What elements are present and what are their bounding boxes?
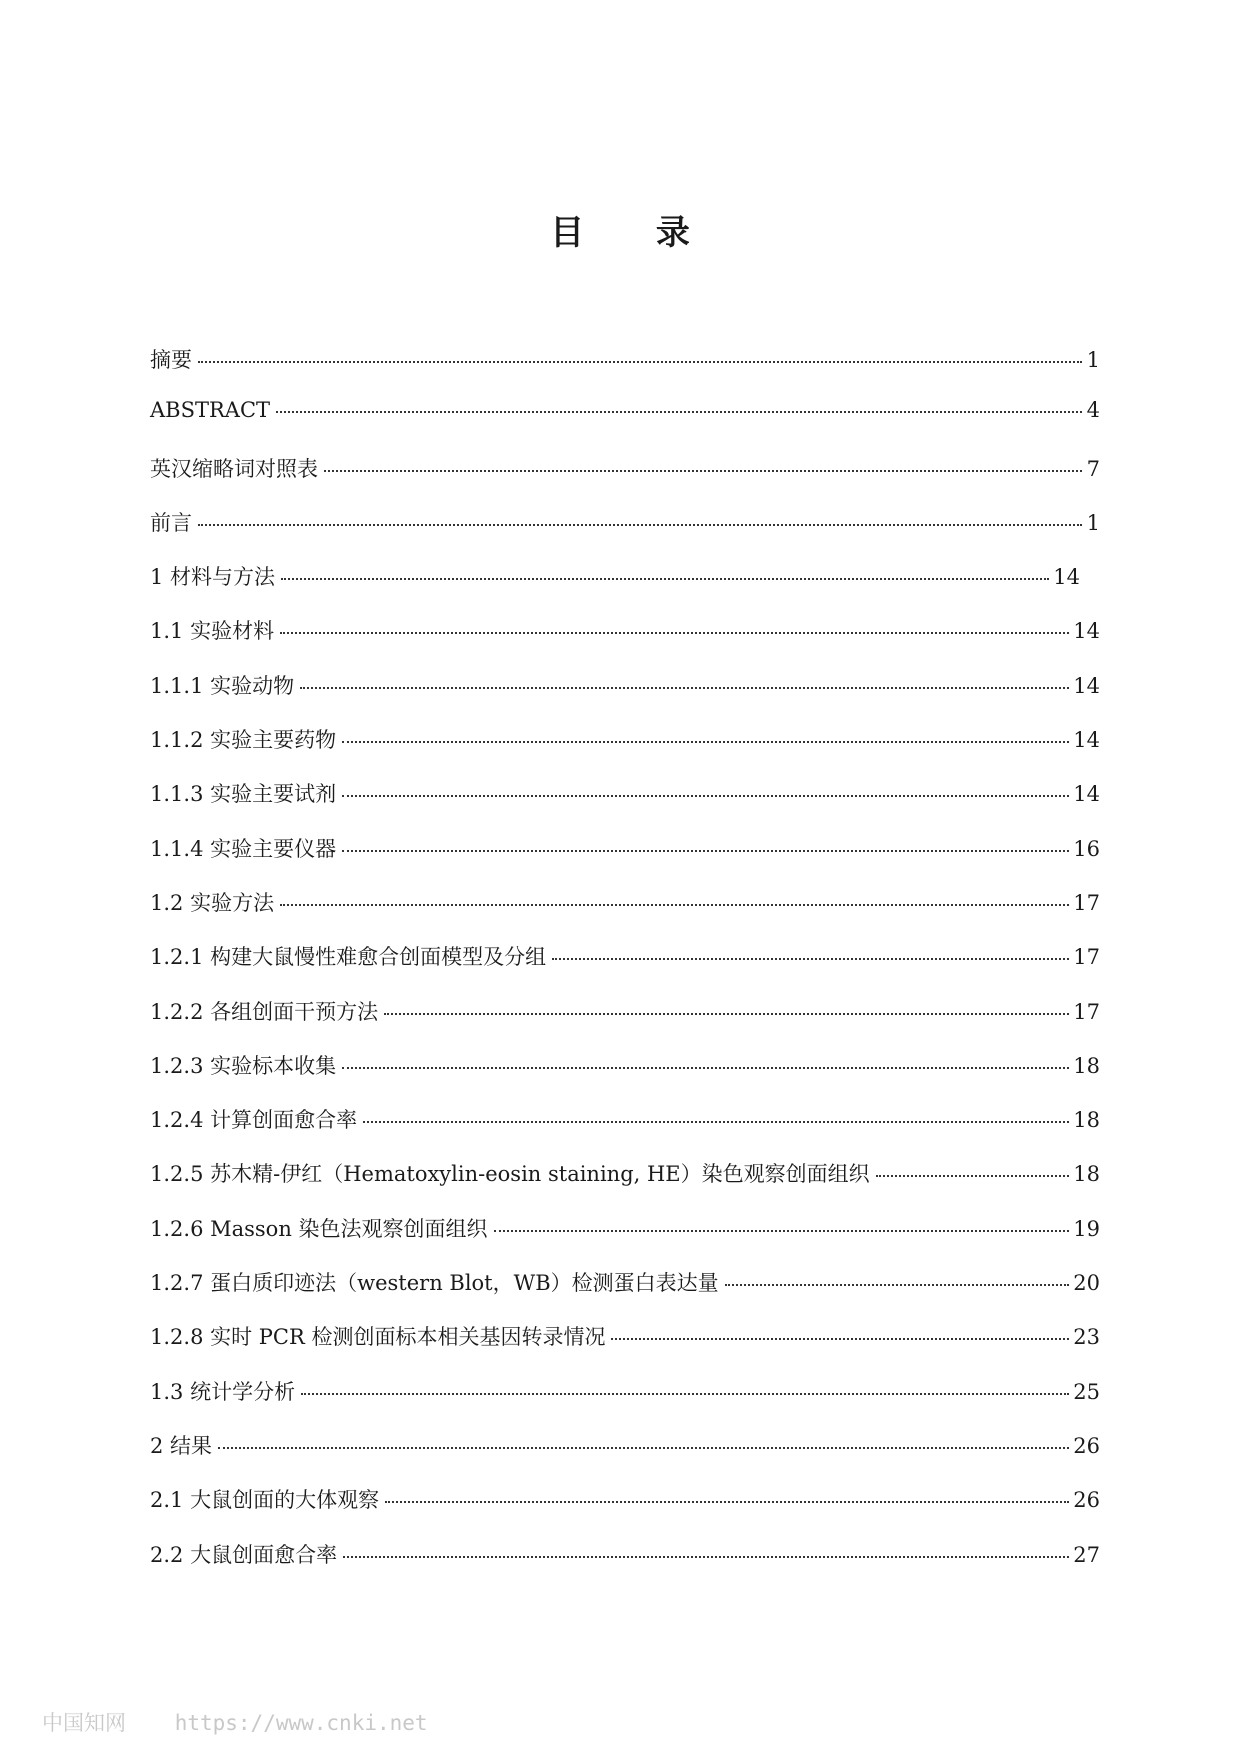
page-title: 目 录 — [550, 213, 720, 253]
toc-entry-title: 1.2.1 构建大鼠慢性难愈合创面模型及分组 — [150, 945, 547, 970]
toc-page-number: 19 — [1073, 1216, 1100, 1241]
toc-entry-title: 1.2.4 计算创面愈合率 — [150, 1108, 358, 1133]
toc-page-number: 23 — [1073, 1325, 1100, 1350]
toc-entry-section-1-1-3[interactable] — [150, 778, 1100, 832]
watermark-url[interactable]: https://www.cnki.net — [174, 1711, 428, 1735]
toc-page-number: 17 — [1073, 890, 1100, 915]
toc-page-number: 16 — [1073, 836, 1100, 861]
toc-leader-dots — [300, 687, 1069, 689]
toc-leader-dots — [324, 470, 1082, 472]
toc-entry-title: 2 结果 — [150, 1433, 213, 1458]
toc-entry-title: 1.1 实验材料 — [150, 619, 275, 644]
toc-page-number: 27 — [1073, 1542, 1100, 1567]
toc-entry-title: 1.2.3 实验标本收集 — [150, 1053, 337, 1078]
toc-leader-dots — [342, 1067, 1069, 1069]
toc-page-number: 26 — [1073, 1488, 1100, 1513]
toc-entry-title: 英汉缩略词对照表 — [150, 456, 318, 481]
toc-entry-title: 2.2 大鼠创面愈合率 — [150, 1542, 338, 1567]
toc-page-number: 1 — [1086, 348, 1100, 372]
toc-page-number: 14 — [1073, 782, 1100, 807]
toc-leader-dots — [876, 1175, 1070, 1177]
toc-leader-dots — [384, 1013, 1069, 1015]
toc-entry-title: 1.2.8 实时 PCR 检测创面标本相关基因转录情况 — [150, 1325, 606, 1350]
toc-entry-section-1-1-4[interactable] — [150, 833, 1100, 887]
toc-leader-dots — [552, 958, 1069, 960]
toc-entry-title: 1.2.7 蛋白质印迹法（western Blot，WB）检测蛋白表达量 — [150, 1271, 719, 1296]
toc-entry-section-2-2[interactable] — [150, 1539, 1100, 1593]
toc-page-number: 17 — [1073, 999, 1100, 1024]
toc-entry-title: 1.3 统计学分析 — [150, 1379, 296, 1404]
toc-leader-dots — [611, 1338, 1069, 1340]
toc-entry-section-1-2-5[interactable] — [150, 1158, 1100, 1212]
toc-page-number: 26 — [1073, 1433, 1100, 1458]
toc-entry-section-1-3[interactable] — [150, 1376, 1100, 1430]
toc-entry-section-1-1-2[interactable] — [150, 724, 1100, 778]
watermark-brand: 中国知网 — [42, 1711, 126, 1735]
toc-entry-title: 1.1.3 实验主要试剂 — [150, 782, 337, 807]
toc-page-number: 18 — [1073, 1162, 1100, 1187]
toc-entry-title: 摘要 — [150, 348, 192, 372]
toc-page-number: 18 — [1073, 1053, 1100, 1078]
toc-entry-title: 2.1 大鼠创面的大体观察 — [150, 1488, 380, 1513]
toc-leader-dots — [281, 578, 1049, 580]
toc-entry-section-1-2-1[interactable] — [150, 941, 1100, 995]
toc-entry-title: ABSTRACT — [150, 398, 271, 423]
toc-leader-dots — [301, 1393, 1069, 1395]
toc-leader-dots — [342, 741, 1069, 743]
toc-page-number: 1 — [1086, 510, 1100, 535]
toc-entry-section-1-2-6[interactable] — [150, 1213, 1100, 1267]
toc-entry-section-1-1-1[interactable] — [150, 670, 1100, 724]
toc-leader-dots — [363, 1121, 1069, 1123]
toc-entry-title: 前言 — [150, 510, 192, 535]
toc-page-number: 4 — [1086, 398, 1100, 423]
toc-entry-section-1-2-8[interactable] — [150, 1321, 1100, 1375]
toc-entry-abstract-en[interactable] — [150, 398, 1100, 452]
toc-page-number: 14 — [1073, 673, 1100, 698]
toc-leader-dots — [342, 850, 1069, 852]
toc-entry-section-1-1[interactable] — [150, 615, 1100, 669]
toc-page-number: 14 — [1053, 565, 1080, 590]
toc-entry-section-1-2-4[interactable] — [150, 1104, 1100, 1158]
toc-entry-abstract-cn[interactable] — [150, 344, 1100, 398]
table-of-contents — [150, 344, 1100, 1593]
toc-page-number: 20 — [1073, 1271, 1100, 1296]
toc-entry-preface[interactable] — [150, 507, 1100, 561]
cnki-watermark — [42, 1707, 428, 1737]
toc-entry-abbreviations[interactable] — [150, 453, 1100, 507]
toc-leader-dots — [342, 795, 1069, 797]
toc-entry-section-1[interactable] — [150, 561, 1100, 615]
toc-entry-title: 1.2.6 Masson 染色法观察创面组织 — [150, 1216, 488, 1241]
toc-page-number: 25 — [1073, 1379, 1100, 1404]
toc-leader-dots — [725, 1284, 1070, 1286]
toc-leader-dots — [343, 1556, 1069, 1558]
toc-entry-title: 1.1.1 实验动物 — [150, 673, 295, 698]
toc-entry-section-1-2-7[interactable] — [150, 1267, 1100, 1321]
toc-page-number: 18 — [1073, 1108, 1100, 1133]
toc-leader-dots — [385, 1501, 1069, 1503]
toc-leader-dots — [198, 361, 1082, 363]
toc-entry-section-1-2-3[interactable] — [150, 1050, 1100, 1104]
toc-entry-title: 1.2 实验方法 — [150, 890, 275, 915]
toc-leader-dots — [276, 411, 1082, 413]
toc-leader-dots — [494, 1230, 1070, 1232]
toc-page-number: 14 — [1073, 728, 1100, 753]
toc-entry-title: 1.1.2 实验主要药物 — [150, 728, 337, 753]
toc-entry-section-2[interactable] — [150, 1430, 1100, 1484]
toc-entry-section-1-2[interactable] — [150, 887, 1100, 941]
toc-leader-dots — [280, 904, 1069, 906]
toc-entry-title: 1.1.4 实验主要仪器 — [150, 836, 337, 861]
toc-entry-section-1-2-2[interactable] — [150, 996, 1100, 1050]
toc-page-number: 17 — [1073, 945, 1100, 970]
toc-leader-dots — [198, 524, 1082, 526]
toc-page-number: 7 — [1086, 456, 1100, 481]
toc-entry-title: 1.2.2 各组创面干预方法 — [150, 999, 379, 1024]
toc-entry-title: 1.2.5 苏木精-伊红（Hematoxylin-eosin staining, HE）染色观察创面组织 — [150, 1162, 870, 1187]
toc-leader-dots — [218, 1447, 1069, 1449]
toc-page-number: 14 — [1073, 619, 1100, 644]
toc-entry-section-2-1[interactable] — [150, 1484, 1100, 1538]
toc-entry-title: 1 材料与方法 — [150, 565, 276, 590]
toc-leader-dots — [280, 632, 1069, 634]
